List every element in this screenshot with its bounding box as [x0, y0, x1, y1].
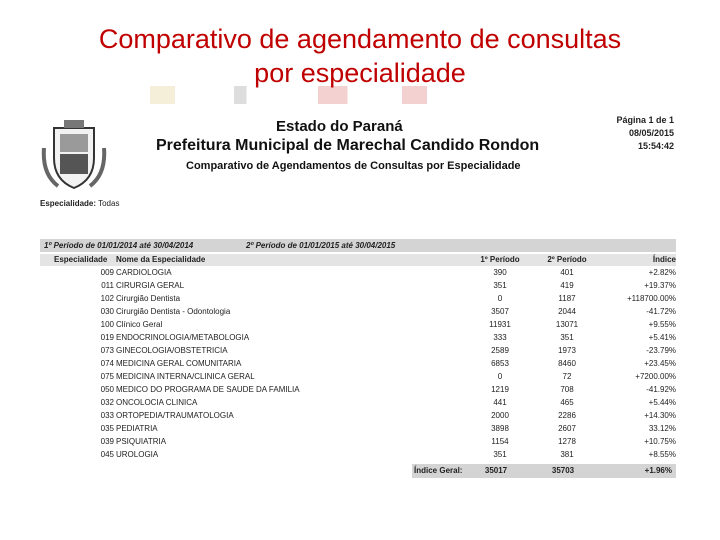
header-especialidade: Especialidade [54, 255, 108, 264]
row-index: +118700.00% [626, 294, 676, 303]
period1-label: 1º Período de 01/01/2014 até 30/04/2014 [44, 241, 194, 250]
row-period2: 419 [560, 281, 574, 290]
row-name: PEDIATRIA [116, 424, 158, 433]
row-code: 045 [100, 450, 114, 459]
report-state: Estado do Paraná [276, 118, 403, 135]
row-period1: 2589 [491, 346, 509, 355]
row-code: 075 [100, 372, 114, 381]
table-row [40, 332, 676, 345]
row-name: Cirurgião Dentista [116, 294, 181, 303]
table-row [40, 319, 676, 332]
row-period2: 8460 [558, 359, 576, 368]
row-period1: 390 [493, 268, 507, 277]
row-name: MEDICINA INTERNA/CLINICA GERAL [116, 372, 255, 381]
table-row [40, 410, 676, 423]
row-period2: 2044 [558, 307, 576, 316]
row-name: MEDICO DO PROGRAMA DE SAUDE DA FAMILIA [116, 385, 300, 394]
filter-label: Especialidade: [40, 199, 97, 208]
total-label: Índice Geral: [414, 466, 463, 475]
row-code: 030 [100, 307, 114, 316]
row-period1: 3898 [491, 424, 509, 433]
report-title: Comparativo de Agendamentos de Consultas por Especialidade [186, 160, 521, 172]
row-period1: 6853 [491, 359, 509, 368]
row-period2: 2286 [558, 411, 576, 420]
page-number: Página 1 de 1 [616, 115, 674, 125]
row-period2: 351 [560, 333, 574, 342]
report-date: 08/05/2015 [628, 128, 674, 138]
table-row [40, 423, 676, 436]
table-row [40, 436, 676, 449]
row-code: 102 [100, 294, 114, 303]
row-code: 073 [100, 346, 114, 355]
row-period2: 401 [560, 268, 574, 277]
row-index: -41.92% [646, 385, 676, 394]
row-code: 032 [100, 398, 114, 407]
slide-title-line2: por especialidade [254, 58, 466, 88]
header-period2: 2º Período [547, 255, 587, 264]
row-index: +23.45% [644, 359, 676, 368]
row-period2: 13071 [555, 320, 579, 329]
table-row [40, 449, 676, 462]
row-index: 33.12% [648, 424, 676, 433]
row-name: ENDOCRINOLOGIA/METABOLOGIA [116, 333, 250, 342]
row-code: 035 [100, 424, 114, 433]
row-period1: 0 [497, 372, 503, 381]
total-row [412, 464, 676, 478]
row-name: UROLOGIA [116, 450, 159, 459]
row-period1: 351 [493, 281, 507, 290]
filter-line [40, 199, 119, 208]
row-index: +2.82% [648, 268, 676, 277]
table-row [40, 345, 676, 358]
header-nome: Nome da Especialidade [116, 255, 206, 264]
faded-background-strip [150, 86, 570, 104]
row-name: CARDIOLOGIA [116, 268, 172, 277]
row-index: +7200.00% [635, 372, 676, 381]
row-code: 019 [100, 333, 114, 342]
header-indice: Índice [652, 255, 676, 264]
row-name: GINECOLOGIA/OBSTETRICIA [116, 346, 228, 355]
period-bar [40, 239, 676, 252]
period2-label: 2º Período de 01/01/2015 até 30/04/2015 [246, 241, 396, 250]
row-period1: 333 [493, 333, 507, 342]
row-code: 039 [100, 437, 114, 446]
table-row [40, 397, 676, 410]
row-index: +8.55% [648, 450, 676, 459]
row-period2: 2607 [558, 424, 576, 433]
slide-title-line1: Comparativo de agendamento de consultas [98, 24, 622, 54]
row-code: 033 [100, 411, 114, 420]
row-period1: 1154 [491, 437, 509, 446]
table-row [40, 371, 676, 384]
table-header [40, 254, 676, 266]
row-name: PSIQUIATRIA [116, 437, 167, 446]
report-city: Prefeitura Municipal de Marechal Candido Rondon [156, 137, 540, 154]
row-code: 074 [100, 359, 114, 368]
row-name: MEDICINA GERAL COMUNITARIA [116, 359, 242, 368]
slide-title [0, 22, 720, 90]
row-period1: 0 [497, 294, 503, 303]
table-row [40, 306, 676, 319]
row-index: +14.30% [644, 411, 676, 420]
report-image [36, 104, 684, 508]
report-time: 15:54:42 [637, 141, 674, 151]
row-period1: 3507 [491, 307, 509, 316]
row-index: -41.72% [646, 307, 676, 316]
row-code: 050 [100, 385, 114, 394]
row-period2: 381 [560, 450, 574, 459]
row-period2: 1973 [558, 346, 576, 355]
row-index: +9.55% [648, 320, 676, 329]
row-index: +5.44% [648, 398, 676, 407]
row-index: +19.37% [644, 281, 676, 290]
total-period1: 35017 [484, 466, 508, 475]
row-name: Cirurgião Dentista - Odontologia [116, 307, 231, 316]
row-period1: 1219 [491, 385, 509, 394]
page-info [616, 114, 674, 153]
row-index: +5.41% [648, 333, 676, 342]
table-row [40, 267, 676, 280]
row-period2: 1187 [558, 294, 576, 303]
filter-value: Todas [98, 199, 120, 208]
row-period1: 441 [493, 398, 507, 407]
row-period1: 351 [493, 450, 507, 459]
row-period2: 1278 [558, 437, 576, 446]
row-name: Clínico Geral [116, 320, 163, 329]
row-code: 100 [100, 320, 114, 329]
row-period1: 11931 [489, 320, 511, 329]
row-period2: 708 [560, 385, 574, 394]
row-code: 009 [100, 268, 114, 277]
city-crest-icon [40, 118, 108, 192]
row-index: +10.75% [644, 437, 676, 446]
total-period2: 35703 [551, 466, 575, 475]
row-period2: 465 [560, 398, 574, 407]
row-period2: 72 [562, 372, 572, 381]
row-code: 011 [101, 281, 114, 290]
row-index: -23.79% [646, 346, 676, 355]
row-period1: 2000 [491, 411, 509, 420]
table-row [40, 293, 676, 306]
row-name: ONCOLOCIA CLINICA [116, 398, 198, 407]
table-row [40, 358, 676, 371]
row-name: CIRURGIA GERAL [116, 281, 185, 290]
total-index: +1.96% [644, 466, 672, 475]
row-name: ORTOPEDIA/TRAUMATOLOGIA [116, 411, 234, 420]
table-row [40, 384, 676, 397]
table-row [40, 280, 676, 293]
header-period1: 1º Período [480, 255, 520, 264]
